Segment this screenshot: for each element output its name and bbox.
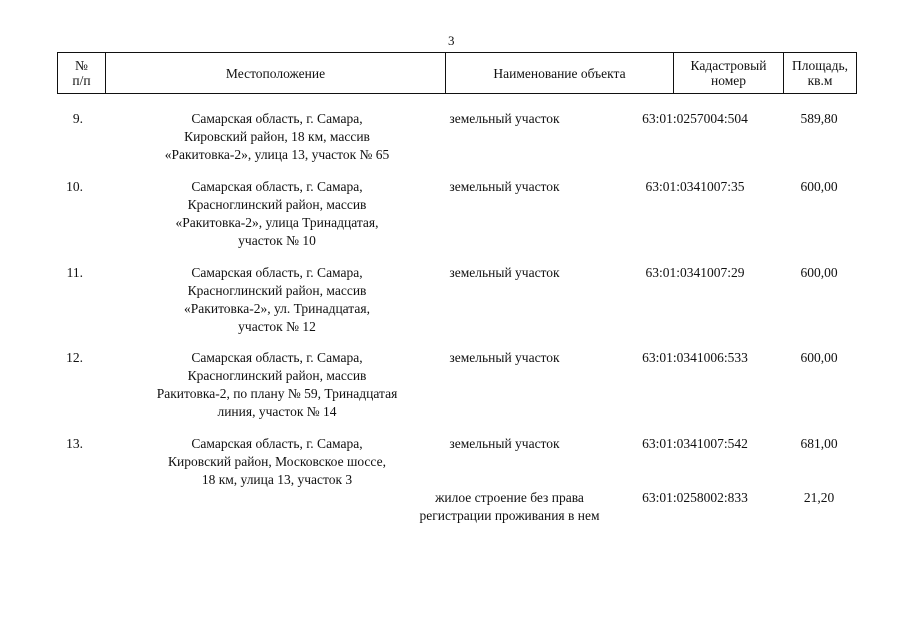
row-location [112, 349, 442, 421]
header-location: Местоположение [106, 53, 446, 93]
row-number: 12. [66, 350, 83, 365]
location-line: Самарская область, г. Самара, [191, 350, 363, 365]
location-line: «Ракитовка-2», ул. Тринадцатая, [184, 301, 370, 316]
header-area-line1: Площадь, [791, 58, 849, 73]
row-location [112, 110, 442, 164]
row-extra-object-name [392, 489, 627, 525]
location-line: участок № 12 [238, 319, 316, 334]
row-area: 589,80 [800, 111, 838, 126]
object-name-line: регистрации проживания в нем [419, 508, 600, 523]
row-object-name: земельный участок [449, 436, 560, 451]
row-area: 600,00 [800, 179, 838, 194]
location-line: Красноглинский район, массив [187, 368, 367, 383]
header-area-line2: кв.м [807, 73, 833, 88]
header-object-name: Наименование объекта [446, 53, 674, 93]
location-line: Красноглинский район, массив [187, 283, 367, 298]
row-location [112, 178, 442, 250]
table-header [57, 52, 857, 94]
row-object-name: земельный участок [449, 265, 560, 280]
row-object-name: земельный участок [449, 111, 560, 126]
row-object-name: земельный участок [449, 350, 560, 365]
object-name-line: жилое строение без права [435, 490, 584, 505]
location-line: Кировский район, Московское шоссе, [168, 454, 386, 469]
row-cadastral: 63:01:0341006:533 [642, 350, 748, 365]
row-number: 13. [66, 436, 83, 451]
location-line: «Ракитовка-2», улица 13, участок № 65 [164, 147, 390, 162]
row-extra-area: 21,20 [803, 490, 835, 505]
page-number: 3 [448, 33, 455, 48]
row-location [112, 435, 442, 489]
header-number [58, 53, 106, 93]
row-area: 681,00 [800, 436, 838, 451]
location-line: линия, участок № 14 [217, 404, 337, 419]
row-location [112, 264, 442, 336]
row-extra-cadastral: 63:01:0258002:833 [642, 490, 748, 505]
location-line: Самарская область, г. Самара, [191, 111, 363, 126]
row-number: 9. [72, 111, 83, 126]
row-object-name: земельный участок [449, 179, 560, 194]
row-area: 600,00 [800, 265, 838, 280]
location-line: «Ракитовка-2», улица Тринадцатая, [175, 215, 379, 230]
location-line: участок № 10 [238, 233, 316, 248]
location-line: Самарская область, г. Самара, [191, 265, 363, 280]
row-number: 11. [66, 265, 83, 280]
header-number-line1: № [75, 58, 88, 73]
row-cadastral: 63:01:0341007:35 [645, 179, 745, 194]
location-line: Красноглинский район, массив [187, 197, 367, 212]
location-line: Ракитовка-2, по плану № 59, Тринадцатая [156, 386, 398, 401]
row-cadastral: 63:01:0257004:504 [642, 111, 748, 126]
location-line: 18 км, улица 13, участок 3 [201, 472, 353, 487]
header-number-line2: п/п [72, 73, 91, 88]
row-cadastral: 63:01:0341007:29 [645, 265, 745, 280]
row-number: 10. [66, 179, 83, 194]
location-line: Самарская область, г. Самара, [191, 436, 363, 451]
header-cadastral: Кадастровый номер [674, 53, 784, 93]
row-area: 600,00 [800, 350, 838, 365]
location-line: Кировский район, 18 км, массив [184, 129, 370, 144]
row-cadastral: 63:01:0341007:542 [642, 436, 748, 451]
header-area [784, 53, 856, 93]
location-line: Самарская область, г. Самара, [191, 179, 363, 194]
